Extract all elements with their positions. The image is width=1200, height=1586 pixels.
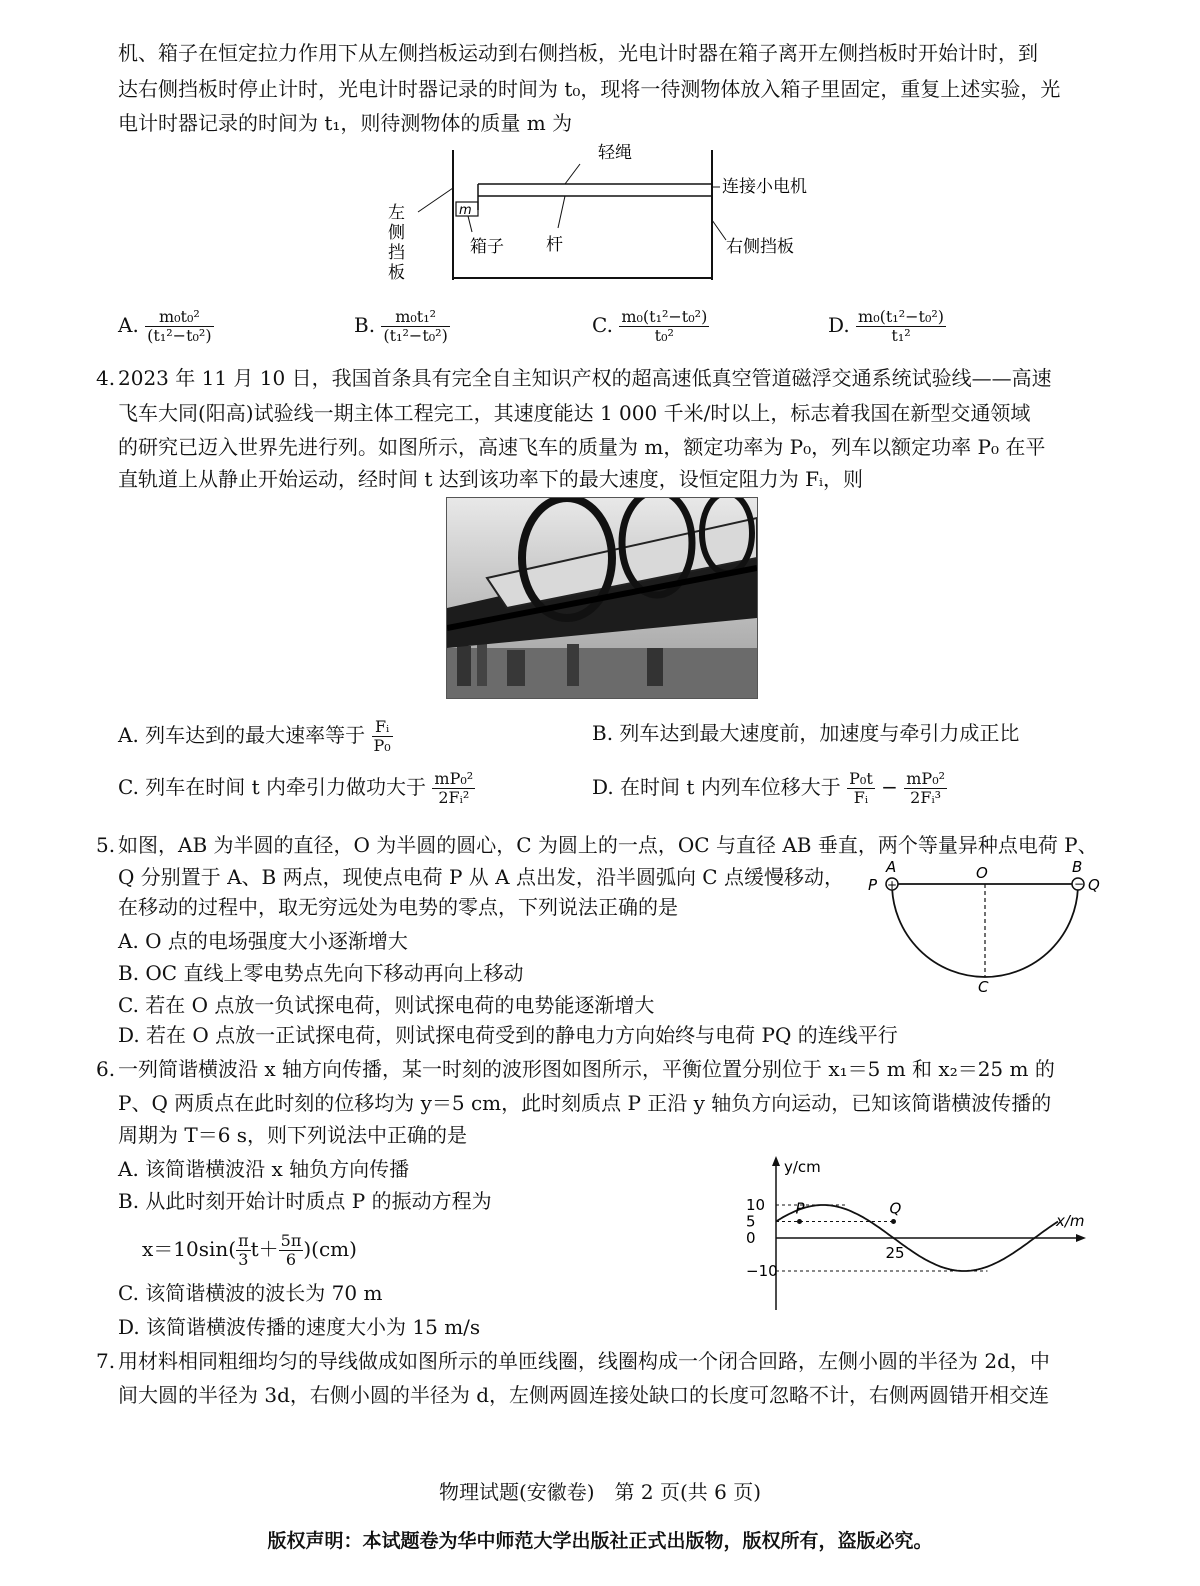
q6-option-d[interactable]: D. 该简谐横波传播的速度大小为 15 m/s <box>118 1315 481 1339</box>
q3-fig-rod-label: 杆 <box>546 235 563 255</box>
q5-line-2: Q 分别置于 A、B 两点，现使点电荷 P 从 A 点出发，沿半圆弧向 C 点缓慢移动， <box>118 865 844 889</box>
wave-y-tick-label: −10 <box>746 1262 778 1280</box>
wave-x-tick-label: 25 <box>885 1244 905 1262</box>
q3-box-figure <box>380 140 840 300</box>
q5-line-1: 如图，AB 为半圆的直径，O 为半圆的圆心，C 为圆上的一点，OC 与直径 AB 垂直，两个等量异种点电荷 P、 <box>118 833 1098 857</box>
wave-point-q <box>891 1219 896 1224</box>
q5-number: 5. <box>96 833 116 857</box>
q6-option-b-equation: x＝10sin( $\frac{\pi}{3}$ t＋ $\frac{5\pi}{6}$ )(cm) <box>142 1231 357 1269</box>
page-footer: 物理试题(安徽卷) 第 2 页(共 6 页) <box>438 1480 762 1504</box>
q6-option-c[interactable]: C. 该简谐横波的波长为 70 m <box>118 1281 383 1305</box>
q5-option-c[interactable]: C. 若在 O 点放一负试探电荷，则试探电荷的电势能逐渐增大 <box>118 993 655 1017</box>
q6-option-b[interactable]: B. 从此时刻开始计时质点 P 的振动方程为 <box>118 1189 492 1213</box>
q5-fig-label-c: C <box>978 978 989 996</box>
q7-number: 7. <box>96 1349 116 1373</box>
q3-option-b[interactable]: B. $\frac{\text{m₀t₁²}}{\text{(t₁²−t₀²)}}$ <box>354 307 448 345</box>
q7-line-2: 间大圆的半径为 3d，右侧小圆的半径为 d，左侧两圆连接处缺口的长度可忽略不计，右侧两圆错开相交连 <box>118 1383 1050 1407</box>
q6-line-1: 一列简谐横波沿 x 轴方向传播，某一时刻的波形图如图所示，平衡位置分别位于 x₁＝5 m 和 x₂＝25 m 的 <box>118 1057 1055 1081</box>
copyright-notice: 版权声明：本试题卷为华中师范大学出版社正式出版物，版权所有，盗版必究。 <box>267 1530 933 1552</box>
q4-option-b[interactable]: B. 列车达到最大速度前，加速度与牵引力成正比 <box>592 721 1020 745</box>
q5-option-b[interactable]: B. OC 直线上零电势点先向下移动再向上移动 <box>118 961 524 985</box>
q3-fig-left-3: 挡 <box>388 243 405 263</box>
q5-semicircle-figure <box>860 856 1100 996</box>
q5-option-d[interactable]: D. 若在 O 点放一正试探电荷，则试探电荷受到的静电力方向始终与电荷 PQ 的连线平行 <box>118 1023 898 1047</box>
q5-fig-label-q: Q <box>1088 876 1100 894</box>
q4-line-1: 2023 年 11 月 10 日，我国首条具有完全自主知识产权的超高速低真空管道磁浮交通系统试验线——高速 <box>118 366 1052 390</box>
q6-line-2: P、Q 两质点在此时刻的位移均为 y＝5 cm，此时刻质点 P 正沿 y 轴负方向运动，已知该简谐横波传播的 <box>118 1091 1052 1115</box>
wave-y-tick-label: 10 <box>746 1196 766 1214</box>
q6-chart-ylabel: y/cm <box>784 1158 821 1176</box>
q5-fig-label-p: P <box>868 876 878 894</box>
q5-line-3: 在移动的过程中，取无穷远处为电势的零点，下列说法正确的是 <box>118 895 678 919</box>
q6-option-a[interactable]: A. 该简谐横波沿 x 轴负方向传播 <box>118 1157 410 1181</box>
q3-option-a[interactable]: A. $\frac{\text{m₀t₀²}}{\text{(t₁²−t₀²)}}$ <box>118 307 212 345</box>
q3-option-c[interactable]: C. $\frac{\text{m₀(t₁²−t₀²)}}{\text{t₀²}}$ <box>592 307 708 345</box>
q3-fig-left-4: 板 <box>388 263 405 283</box>
q3-fig-motor-label: 连接小电机 <box>722 177 807 197</box>
q6-line-3: 周期为 T＝6 s，则下列说法中正确的是 <box>118 1123 468 1147</box>
wave-y-tick-label: 5 <box>746 1212 756 1231</box>
q6-wave-chart <box>740 1150 1090 1320</box>
q4-option-a[interactable]: A. 列车达到的最大速率等于 $\frac{\text{Fᵢ}}{\text{P₀}}$ <box>118 717 391 755</box>
q3-fig-m-label: m <box>459 203 472 218</box>
q3-line-1: 机、箱子在恒定拉力作用下从左侧挡板运动到右侧挡板，光电计时器在箱子离开左侧挡板时开始计时，到 <box>118 41 1038 65</box>
q6-chart-xlabel: x/m <box>1056 1212 1085 1230</box>
q4-option-c[interactable]: C. 列车在时间 t 内牵引力做功大于 $\frac{\text{mP₀²}}{\text{2Fᵢ²}}$ <box>118 769 474 807</box>
maglev-train-photo <box>446 497 758 699</box>
q5-fig-label-a: A <box>886 858 897 876</box>
wave-point-p <box>797 1219 802 1224</box>
q3-line-3: 电计时器记录的时间为 t₁，则待测物体的质量 m 为 <box>118 111 573 135</box>
q4-option-d[interactable]: D. 在时间 t 内列车位移大于 $\frac{\text{P₀t}}{\text{Fᵢ}}$ − $\frac{\text{mP₀²}}{\text{2Fᵢ³}}$ <box>592 769 946 807</box>
q4-line-3: 的研究已迈入世界先进行列。如图所示，高速飞车的质量为 m，额定功率为 P₀，列车以额定功率 P₀ 在平 <box>118 435 1046 459</box>
q3-option-d[interactable]: D. $\frac{\text{m₀(t₁²−t₀²)}}{\text{t₁²}}$ <box>828 307 945 345</box>
q6-number: 6. <box>96 1057 116 1081</box>
q3-fig-left-1: 左 <box>388 203 405 223</box>
q3-fig-box-label: 箱子 <box>470 237 504 257</box>
q3-fig-right-label: 右侧挡板 <box>726 237 794 257</box>
q5-fig-label-o: O <box>976 864 988 882</box>
q4-number: 4. <box>96 366 116 390</box>
wave-point-label: Q <box>889 1199 902 1218</box>
q4-line-2: 飞车大同(阳高)试验线一期主体工程完工，其速度能达 1 000 千米/时以上，标志着我国在新型交通领域 <box>118 401 1031 425</box>
q3-fig-left-2: 侧 <box>388 223 405 243</box>
wave-y-tick-label: 0 <box>746 1229 756 1247</box>
svg-text:+: + <box>887 878 898 892</box>
wave-point-label: P <box>795 1199 805 1218</box>
q3-line-2: 达右侧挡板时停止计时，光电计时器记录的时间为 t₀，现将一待测物体放入箱子里固定，重复上述实验，光 <box>118 77 1061 101</box>
q3-fig-rope-label: 轻绳 <box>598 143 632 163</box>
q5-option-a[interactable]: A. O 点的电场强度大小逐渐增大 <box>118 929 408 953</box>
q4-line-4: 直轨道上从静止开始运动，经时间 t 达到该功率下的最大速度，设恒定阻力为 Fᵢ，则 <box>118 467 864 491</box>
q7-line-1: 用材料相同粗细均匀的导线做成如图所示的单匝线圈，线圈构成一个闭合回路，左侧小圆的半径为 2d，中 <box>118 1349 1050 1373</box>
q5-fig-label-b: B <box>1072 858 1083 876</box>
svg-text:−: − <box>1074 877 1085 891</box>
